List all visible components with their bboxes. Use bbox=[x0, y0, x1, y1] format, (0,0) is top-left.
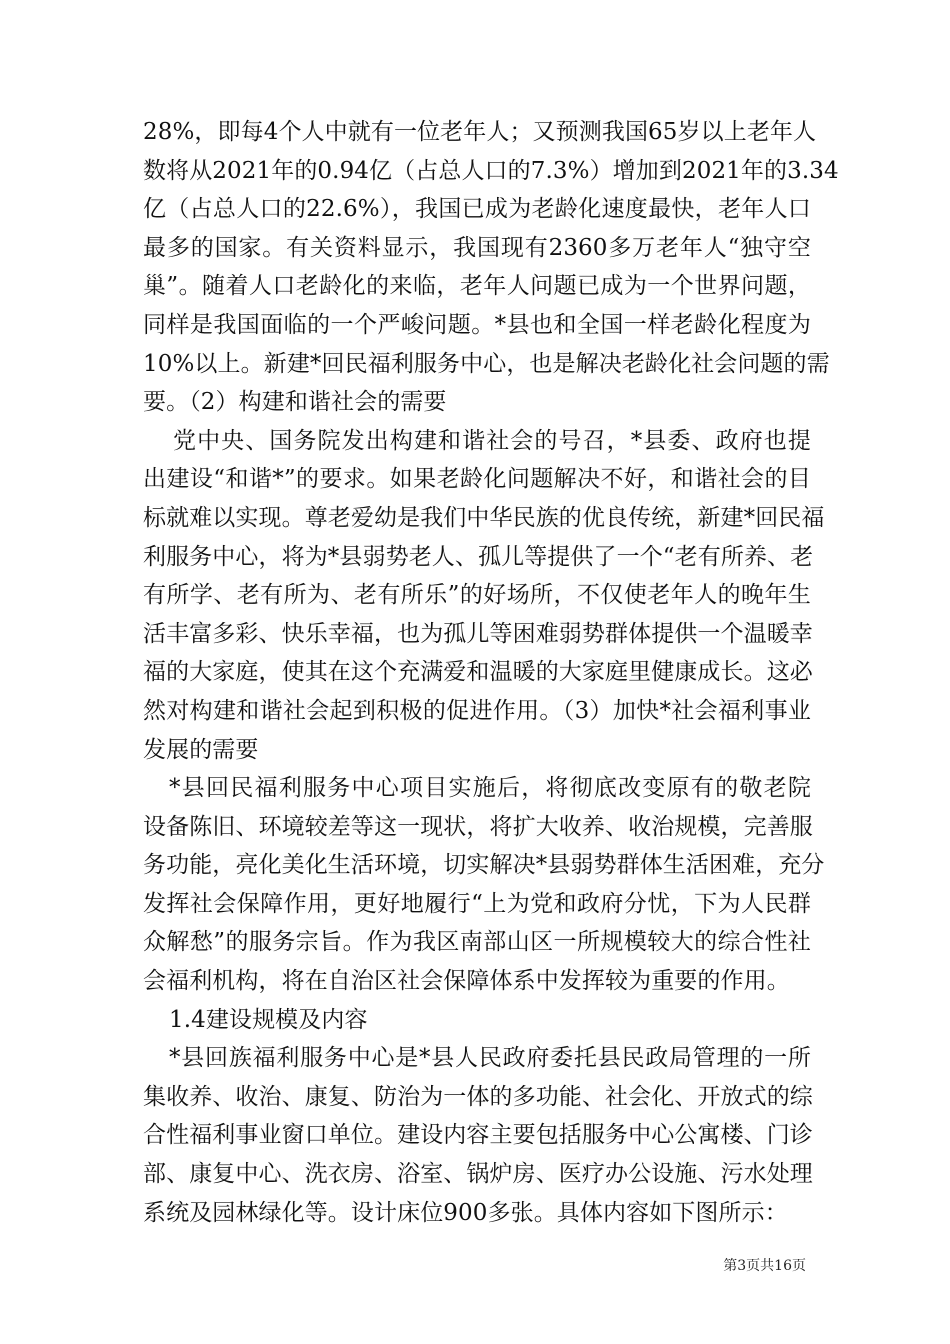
text-line: 会福利机构，将在自治区社会保障体系中发挥较为重要的作用。 bbox=[143, 968, 790, 995]
text-line: 合性福利事业窗口单位。建设内容主要包括服务中心公寓楼、门诊 bbox=[143, 1122, 813, 1149]
text-line: 发挥社会保障作用，更好地履行“上为党和政府分忧，下为人民群 bbox=[143, 890, 811, 917]
text-line: 众解愁”的服务宗旨。作为我区南部山区一所规模较大的综合性社 bbox=[143, 929, 811, 956]
page-number: 第3页共16页 bbox=[723, 1258, 806, 1274]
text-line: 发展的需要 bbox=[143, 736, 259, 763]
paragraph-first-line: 党中央、国务院发出构建和谐社会的号召，*县委、政府也提 bbox=[173, 427, 811, 454]
text-line: 同样是我国面临的一个严峻问题。*县也和全国一样老龄化程度为 bbox=[143, 311, 811, 338]
section-heading: 1.4建设规模及内容 bbox=[169, 1006, 368, 1033]
text-line: 然对构建和谐社会起到积极的促进作用。（3）加快*社会福利事业 bbox=[143, 697, 811, 724]
text-line: 务功能，亮化美化生活环境，切实解决*县弱势群体生活困难，充分 bbox=[143, 852, 825, 879]
text-line: 部、康复中心、洗衣房、浴室、锅炉房、医疗办公设施、污水处理 bbox=[143, 1161, 813, 1188]
text-line: 要。（2）构建和谐社会的需要 bbox=[143, 389, 447, 416]
text-line: 福的大家庭，使其在这个充满爱和温暖的大家庭里健康成长。这必 bbox=[143, 659, 813, 686]
text-line: 集收养、收治、康复、防治为一体的多功能、社会化、开放式的综 bbox=[143, 1083, 813, 1110]
text-line: 标就难以实现。尊老爱幼是我们中华民族的优良传统，新建*回民福 bbox=[143, 504, 825, 531]
paragraph-first-line: *县回民福利服务中心项目实施后，将彻底改变原有的敬老院 bbox=[169, 775, 811, 802]
text-line: 出建设“和谐*”的要求。如果老龄化问题解决不好，和谐社会的目 bbox=[143, 466, 811, 493]
text-line: 巢”。随着人口老龄化的来临，老年人问题已成为一个世界问题， bbox=[143, 273, 811, 300]
text-line: 最多的国家。有关资料显示，我国现有2360多万老年人“独守空 bbox=[143, 234, 811, 261]
text-line: 28%，即每4个人中就有一位老年人；又预测我国65岁以上老年人 bbox=[143, 119, 817, 145]
text-line: 设备陈旧、环境较差等这一现状，将扩大收养、收治规模，完善服 bbox=[143, 813, 813, 840]
body-text bbox=[143, 113, 839, 1232]
text-line: 数将从2021年的0.94亿（占总人口的7.3%）增加到2021年的3.34 bbox=[143, 157, 839, 184]
text-line: 活丰富多彩、快乐幸福，也为孤儿等困难弱势群体提供一个温暖幸 bbox=[143, 620, 813, 647]
text-line: 10%以上。新建*回民福利服务中心，也是解决老龄化社会问题的需 bbox=[143, 350, 830, 377]
text-line: 利服务中心，将为*县弱势老人、孤儿等提供了一个“老有所养、老 bbox=[143, 543, 814, 570]
text-line: 有所学、老有所为、老有所乐”的好场所，不仅使老年人的晚年生 bbox=[143, 582, 811, 609]
paragraph-first-line: *县回族福利服务中心是*县人民政府委托县民政局管理的一所 bbox=[169, 1045, 811, 1072]
text-line: 亿（占总人口的22.6%），我国已成为老龄化速度最快，老年人口 bbox=[143, 196, 811, 223]
text-line: 系统及园林绿化等。设计床位900多张。具体内容如下图所示： bbox=[143, 1199, 788, 1226]
